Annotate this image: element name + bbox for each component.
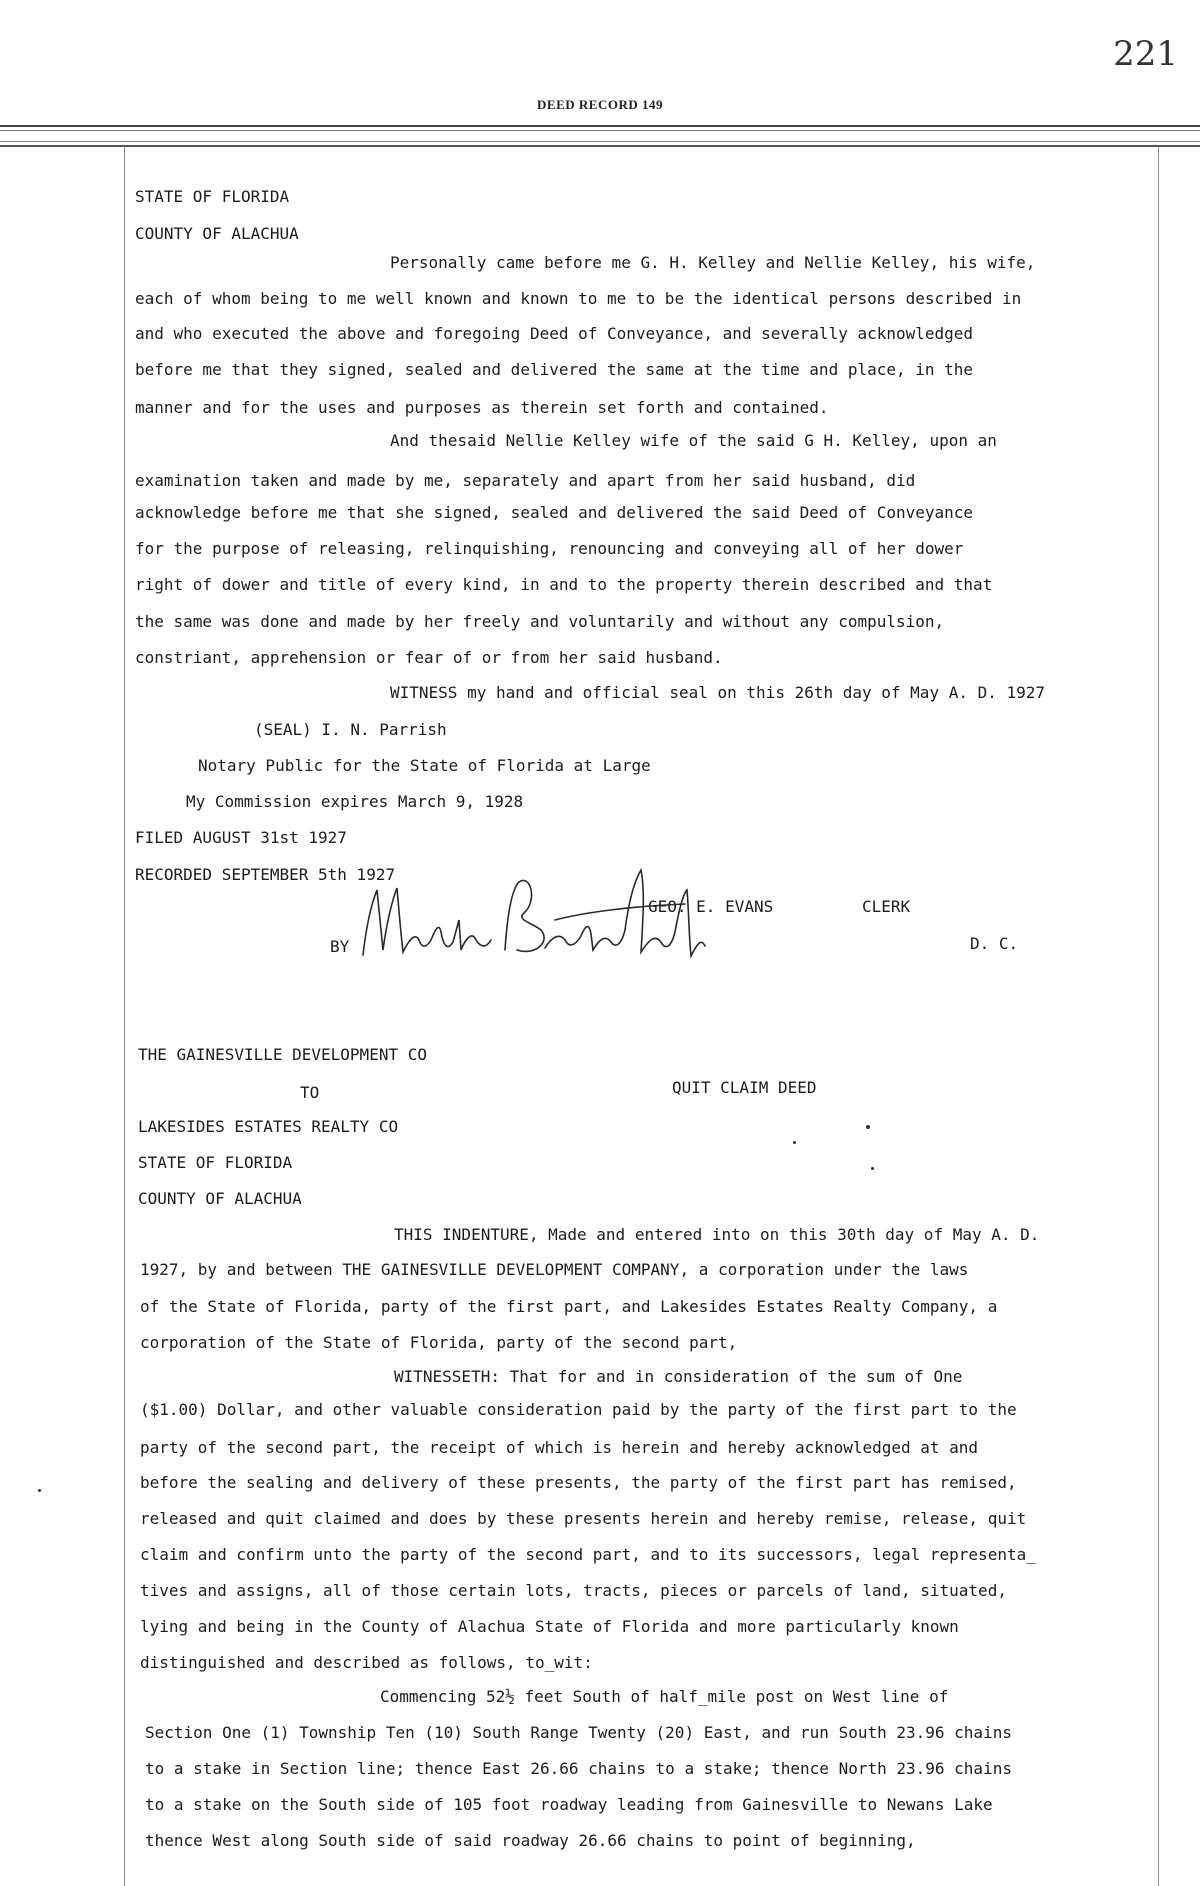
margin-rule-right	[1158, 146, 1159, 1886]
clerk-name: GEO. E. EVANS	[648, 897, 774, 916]
by-label: BY	[330, 937, 350, 956]
witness-line: WITNESS my hand and official seal on this 26th day of May A. D. 1927	[390, 683, 1046, 702]
deed-body-line: ($1.00) Dollar, and other valuable consideration paid by the party of the first part to the	[140, 1400, 1017, 1419]
ack-line: examination taken and made by me, separately and apart from her said husband, did	[135, 471, 916, 490]
deed-body-line: before the sealing and delivery of these presents, the party of the first part has remised,	[140, 1473, 1017, 1492]
deed-body-line: thence West along South side of said roadway 26.66 chains to point of beginning,	[145, 1831, 916, 1850]
notary-seal: (SEAL) I. N. Parrish	[254, 720, 447, 739]
notary-title: Notary Public for the State of Florida at Large	[198, 756, 651, 775]
ack-line: each of whom being to me well known and known to me to be the identical persons described in	[135, 289, 1022, 308]
deed-body-line: corporation of the State of Florida, party of the second part,	[140, 1333, 738, 1352]
ack-line: right of dower and title of every kind, in and to the property therein described and that	[135, 575, 993, 594]
deed-state: STATE OF FLORIDA	[138, 1153, 293, 1172]
ink-speck	[793, 1141, 796, 1144]
deed-body-line: to a stake in Section line; thence East 26.66 chains to a stake; thence North 23.96 chains	[145, 1759, 1012, 1778]
deed-body-line: party of the second part, the receipt of which is herein and hereby acknowledged at and	[140, 1438, 979, 1457]
recorded-date: RECORDED SEPTEMBER 5th 1927	[135, 865, 396, 884]
page-number: 221	[1113, 34, 1178, 74]
deed-type: QUIT CLAIM DEED	[672, 1078, 817, 1097]
filed-date: FILED AUGUST 31st 1927	[135, 828, 347, 847]
to-label: TO	[300, 1083, 320, 1102]
ack-line: for the purpose of releasing, relinquishing, renouncing and conveying all of her dower	[135, 539, 964, 558]
header-rule	[0, 130, 1200, 131]
ack-line: the same was done and made by her freely and voluntarily and without any compulsion,	[135, 612, 945, 631]
header-rule	[0, 145, 1200, 147]
ink-speck	[871, 1167, 874, 1170]
deed-body-line: WITNESSETH: That for and in consideration of the sum of One	[394, 1367, 963, 1386]
deed-body-line: tives and assigns, all of those certain lots, tracts, pieces or parcels of land, situated,	[140, 1581, 1007, 1600]
ack-line: acknowledge before me that she signed, sealed and delivered the said Deed of Conveyance	[135, 503, 974, 522]
clerk-title: CLERK	[862, 897, 911, 916]
deed-body-line: lying and being in the County of Alachua State of Florida and more particularly known	[140, 1617, 959, 1636]
handwritten-signature	[355, 860, 735, 980]
deed-body-line: claim and confirm unto the party of the second part, and to its successors, legal representa_	[140, 1545, 1036, 1564]
deed-body-line: released and quit claimed and does by these presents herein and hereby remise, release, quit	[140, 1509, 1027, 1528]
ack-line: constriant, apprehension or fear of or from her said husband.	[135, 648, 723, 667]
notary-commission: My Commission expires March 9, 1928	[186, 792, 524, 811]
header-rule	[0, 125, 1200, 127]
ack-line: manner and for the uses and purposes as therein set forth and contained.	[135, 398, 829, 417]
grantee-name: LAKESIDES ESTATES REALTY CO	[138, 1117, 399, 1136]
deed-body-line: THIS INDENTURE, Made and entered into on this 30th day of May A. D.	[394, 1225, 1040, 1244]
ack-line: before me that they signed, sealed and delivered the same at the time and place, in the	[135, 360, 974, 379]
deed-body-line: to a stake on the South side of 105 foot roadway leading from Gainesville to Newans Lake	[145, 1795, 993, 1814]
margin-rule-left	[124, 146, 125, 1886]
ink-speck	[38, 1489, 41, 1492]
deed-county: COUNTY OF ALACHUA	[138, 1189, 302, 1208]
grantor-name: THE GAINESVILLE DEVELOPMENT CO	[138, 1045, 427, 1064]
ack-line: and who executed the above and foregoing Deed of Conveyance, and severally acknowledged	[135, 324, 974, 343]
deed-body-line: Section One (1) Township Ten (10) South Range Twenty (20) East, and run South 23.96 chains	[145, 1723, 1012, 1742]
deed-body-line: of the State of Florida, party of the first part, and Lakesides Estates Realty Company, a	[140, 1297, 998, 1316]
deputy-clerk: D. C.	[970, 934, 1019, 953]
deed-body-line: 1927, by and between THE GAINESVILLE DEVELOPMENT COMPANY, a corporation under the laws	[140, 1260, 969, 1279]
ack-line: And thesaid Nellie Kelley wife of the said G H. Kelley, upon an	[390, 431, 997, 450]
deed-body-line: Commencing 52½ feet South of half_mile post on West line of	[380, 1687, 949, 1706]
ink-speck	[866, 1125, 870, 1129]
ack-line: Personally came before me G. H. Kelley and Nellie Kelley, his wife,	[390, 253, 1036, 272]
header-rule	[0, 141, 1200, 142]
ack-state: STATE OF FLORIDA	[135, 187, 290, 206]
running-head: DEED RECORD 149	[537, 97, 663, 112]
ack-county: COUNTY OF ALACHUA	[135, 224, 299, 243]
deed-body-line: distinguished and described as follows, to_wit:	[140, 1653, 593, 1672]
